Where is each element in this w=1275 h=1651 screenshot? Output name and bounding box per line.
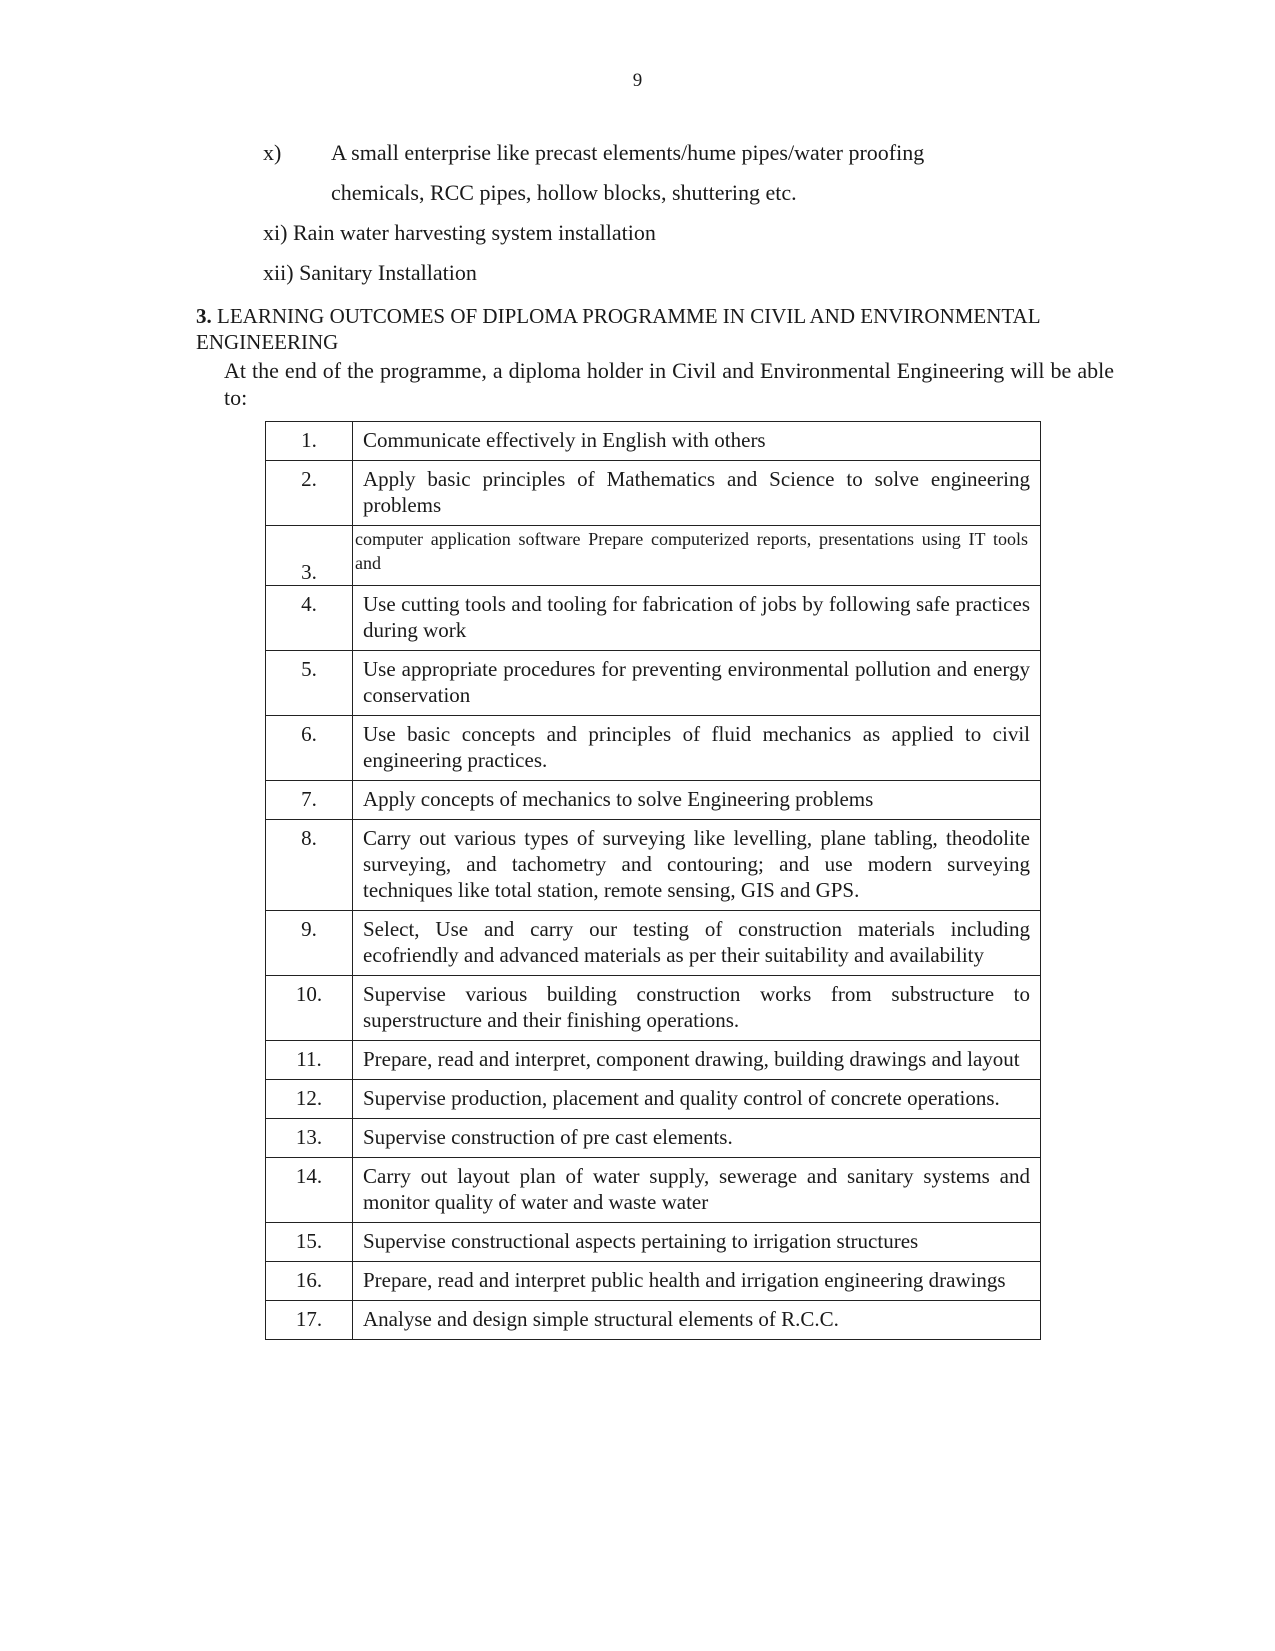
list-item-xi-text: Rain water harvesting system installation: [292, 220, 656, 245]
outcome-text: Supervise production, placement and quality control of concrete operations.: [353, 1080, 1041, 1119]
list-item-x-line-2: chemicals, RCC pipes, hollow blocks, shuttering etc.: [331, 180, 797, 205]
outcome-row: [266, 526, 1041, 586]
outcome-number: 15.: [266, 1223, 353, 1262]
outcome-text: Apply basic principles of Mathematics and Science to solve engineering problems: [353, 461, 1041, 526]
outcome-number: 13.: [266, 1119, 353, 1158]
outcome-row: [266, 911, 1041, 976]
outcome-number: 6.: [266, 716, 353, 781]
list-marker-x: x): [263, 140, 282, 165]
outcome-text: Communicate effectively in English with others: [353, 422, 1041, 461]
outcome-number: 14.: [266, 1158, 353, 1223]
outcome-row: [266, 1080, 1041, 1119]
outcome-row: [266, 716, 1041, 781]
list-marker-xi: xi): [263, 220, 288, 245]
outcome-row: [266, 1262, 1041, 1301]
outcome-number: 4.: [266, 586, 353, 651]
outcome-text: Prepare, read and interpret public health and irrigation engineering drawings: [353, 1262, 1041, 1301]
outcome-text: Prepare, read and interpret, component drawing, building drawings and layout: [353, 1041, 1041, 1080]
outcome-number: 5.: [266, 651, 353, 716]
section-number: 3.: [196, 304, 212, 328]
outcome-text: Supervise various building construction works from substructure to superstructure and their finishing operations.: [353, 976, 1041, 1041]
learning-outcomes-body: [266, 422, 1041, 1340]
list-item-xi: [263, 220, 656, 246]
outcome-row: [266, 1158, 1041, 1223]
outcome-row: [266, 461, 1041, 526]
outcome-row: [266, 1223, 1041, 1262]
outcome-row: [266, 1301, 1041, 1340]
outcome-row: [266, 781, 1041, 820]
outcome-text: Analyse and design simple structural elements of R.C.C.: [353, 1301, 1041, 1340]
section-title: LEARNING OUTCOMES OF DIPLOMA PROGRAMME IN CIVIL AND ENVIRONMENTAL ENGINEERING: [196, 304, 1040, 354]
outcome-row: [266, 422, 1041, 461]
outcome-text: Carry out layout plan of water supply, sewerage and sanitary systems and monitor quality of water and waste water: [353, 1158, 1041, 1223]
outcome-number: 17.: [266, 1301, 353, 1340]
outcome-row: [266, 1119, 1041, 1158]
outcome-number: 2.: [266, 461, 353, 526]
outcome-number: 1.: [266, 422, 353, 461]
list-item-xii-text: Sanitary Installation: [299, 260, 477, 285]
list-marker-xii: xii): [263, 260, 294, 285]
outcome-text: Supervise constructional aspects pertaining to irrigation structures: [353, 1223, 1041, 1262]
outcome-number: 3.: [266, 526, 353, 586]
outcome-row: [266, 820, 1041, 911]
outcome-row: [266, 976, 1041, 1041]
outcome-text: Apply concepts of mechanics to solve Engineering problems: [353, 781, 1041, 820]
outcome-text: Use appropriate procedures for preventing environmental pollution and energy conservation: [353, 651, 1041, 716]
outcome-number: 16.: [266, 1262, 353, 1301]
section-heading: [196, 303, 1136, 355]
outcome-text: Carry out various types of surveying like levelling, plane tabling, theodolite surveying, and tachometry and contouring; and use modern surveying techniques like total station, remote sensing, GIS and GPS.: [353, 820, 1041, 911]
outcome-text: Select, Use and carry our testing of construction materials including ecofriendly and advanced materials as per their suitability and availability: [353, 911, 1041, 976]
page-number: 9: [632, 70, 643, 91]
outcome-row: [266, 651, 1041, 716]
outcome-number: 10.: [266, 976, 353, 1041]
outcome-text: Supervise construction of pre cast elements.: [353, 1119, 1041, 1158]
outcome-number: 8.: [266, 820, 353, 911]
outcome-text: Use basic concepts and principles of fluid mechanics as applied to civil engineering practices.: [353, 716, 1041, 781]
outcome-number: 7.: [266, 781, 353, 820]
learning-outcomes-table: [265, 421, 1041, 1340]
outcome-number: 12.: [266, 1080, 353, 1119]
outcome-text: computer application software Prepare computerized reports, presentations using IT tools and: [353, 526, 1041, 586]
outcome-text: Use cutting tools and tooling for fabrication of jobs by following safe practices during work: [353, 586, 1041, 651]
list-item-x-line-1: A small enterprise like precast elements/hume pipes/water proofing: [331, 140, 925, 165]
list-item-xii: [263, 260, 477, 286]
outcome-row: [266, 1041, 1041, 1080]
outcome-number: 9.: [266, 911, 353, 976]
outcome-row: [266, 586, 1041, 651]
outcome-number: 11.: [266, 1041, 353, 1080]
section-intro: At the end of the programme, a diploma holder in Civil and Environmental Engineering will be able to:: [224, 358, 1114, 410]
